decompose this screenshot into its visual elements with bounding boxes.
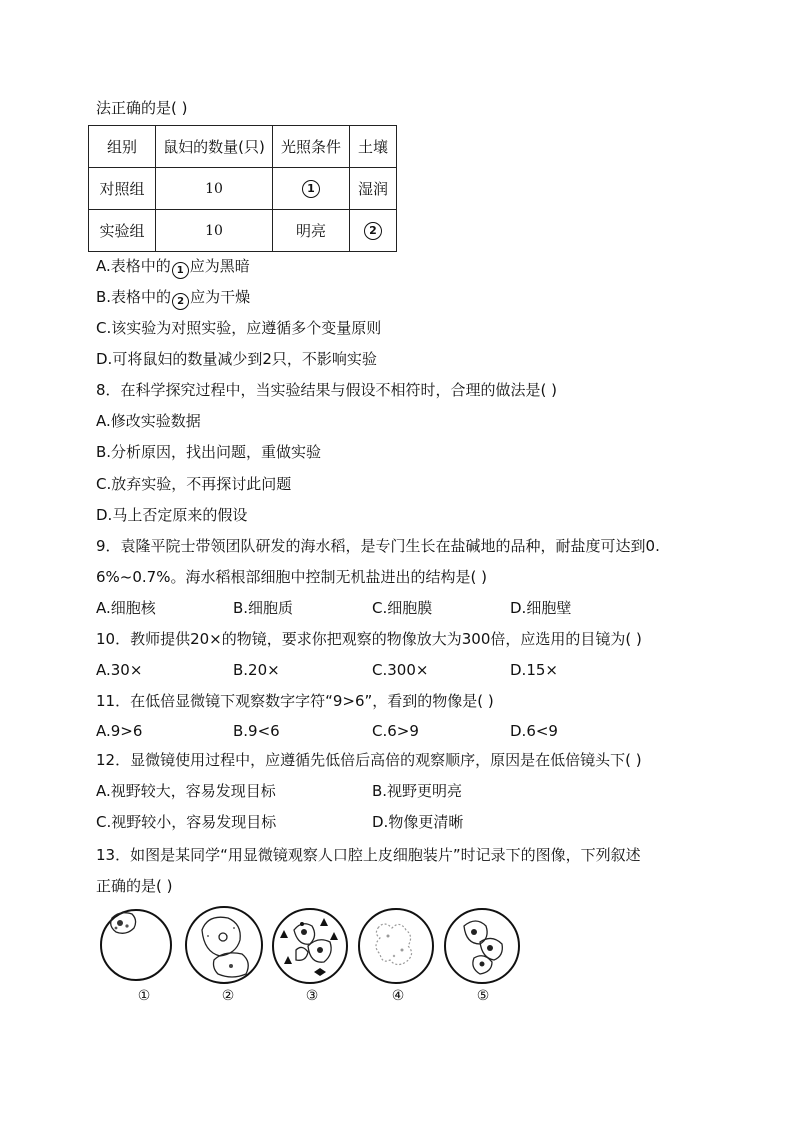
q9-option-d: D.细胞壁 <box>510 599 572 617</box>
experiment-table <box>88 125 397 252</box>
q7-stem-tail: 法正确的是( ) <box>96 99 188 117</box>
q12-option-c: C.视野较小，容易发现目标 <box>96 813 277 831</box>
q10-option-c: C.300× <box>372 661 429 679</box>
cell-soil: 湿润 <box>350 168 397 210</box>
q8-stem: 8．在科学探究过程中，当实验结果与假设不相符时，合理的做法是( ) <box>96 381 558 399</box>
q9-stem-line1: 9．袁隆平院士带领团队研发的海水稻，是专门生长在盐碱地的品种，耐盐度可达到0. <box>96 537 660 555</box>
q9-stem-line2: 6%~0.7%。海水稻根部细胞中控制无机盐进出的结构是( ) <box>96 568 487 586</box>
q12-stem: 12．显微镜使用过程中，应遵循先低倍后高倍的观察顺序，原因是在低倍镜头下( ) <box>96 751 642 769</box>
q8-option-a: A.修改实验数据 <box>96 412 201 430</box>
q12-option-d: D.物像更清晰 <box>372 813 464 831</box>
q7-option-a <box>96 256 250 279</box>
header-count: 鼠妇的数量(只) <box>156 126 273 168</box>
figure-label-5: ⑤ <box>476 988 490 1004</box>
option-text: B.表格中的 <box>96 288 172 306</box>
header-group: 组别 <box>89 126 156 168</box>
table-header-row <box>89 126 397 168</box>
cell-light <box>273 168 350 210</box>
q10-option-b: B.20× <box>233 661 280 679</box>
cell-count: 10 <box>156 210 273 252</box>
cell-group: 对照组 <box>89 168 156 210</box>
option-text: A.表格中的 <box>96 257 171 275</box>
q12-option-b: B.视野更明亮 <box>372 782 463 800</box>
cell-count: 10 <box>156 168 273 210</box>
header-soil: 土壤 <box>350 126 397 168</box>
q8-option-d: D.马上否定原来的假设 <box>96 506 248 524</box>
q9-option-c: C.细胞膜 <box>372 599 433 617</box>
q12-option-a: A.视野较大，容易发现目标 <box>96 782 276 800</box>
q8-option-b: B.分析原因，找出问题，重做实验 <box>96 443 322 461</box>
figure-label-2: ② <box>221 988 235 1004</box>
circled-number-1: 1 <box>302 180 320 198</box>
cell-soil <box>350 210 397 252</box>
microscope-views-figure <box>96 906 536 986</box>
q8-option-c: C.放弃实验，不再探讨此问题 <box>96 475 292 493</box>
microscope-view-5 <box>445 909 519 983</box>
circled-number-2: 2 <box>172 293 189 310</box>
q10-option-a: A.30× <box>96 661 143 679</box>
table-row <box>89 210 397 252</box>
q7-option-c: C.该实验为对照实验，应遵循多个变量原则 <box>96 319 382 337</box>
table-row <box>89 168 397 210</box>
q10-stem: 10．教师提供20×的物镜，要求你把观察的物像放大为300倍，应选用的目镜为( ) <box>96 630 642 648</box>
q11-stem: 11．在低倍显微镜下观察数字字符“9>6”，看到的物像是( ) <box>96 692 494 710</box>
q10-option-d: D.15× <box>510 661 558 679</box>
q7-option-d: D.可将鼠妇的数量减少到2只，不影响实验 <box>96 350 377 368</box>
q7-option-b <box>96 287 250 310</box>
header-light: 光照条件 <box>273 126 350 168</box>
microscope-view-1 <box>101 910 171 980</box>
figure-label-3: ③ <box>305 988 319 1004</box>
q13-stem-line1: 13．如图是某同学“用显微镜观察人口腔上皮细胞装片”时记录下的图像，下列叙述 <box>96 846 641 864</box>
option-text: 应为干燥 <box>190 288 251 306</box>
q11-option-d: D.6<9 <box>510 722 558 740</box>
cell-light: 明亮 <box>273 210 350 252</box>
microscope-view-2 <box>186 907 262 983</box>
q9-option-b: B.细胞质 <box>233 599 294 617</box>
q13-stem-line2: 正确的是( ) <box>96 877 173 895</box>
q9-option-a: A.细胞核 <box>96 599 156 617</box>
microscope-view-4 <box>359 909 433 983</box>
q11-option-a: A.9>6 <box>96 722 143 740</box>
q11-option-b: B.9<6 <box>233 722 280 740</box>
option-text: 应为黑暗 <box>189 257 250 275</box>
q11-option-c: C.6>9 <box>372 722 419 740</box>
circled-number-1: 1 <box>172 262 189 279</box>
microscope-view-3 <box>273 909 347 983</box>
figure-label-4: ④ <box>391 988 405 1004</box>
figure-label-1: ① <box>137 988 151 1004</box>
circled-number-2: 2 <box>364 222 382 240</box>
cell-group: 实验组 <box>89 210 156 252</box>
